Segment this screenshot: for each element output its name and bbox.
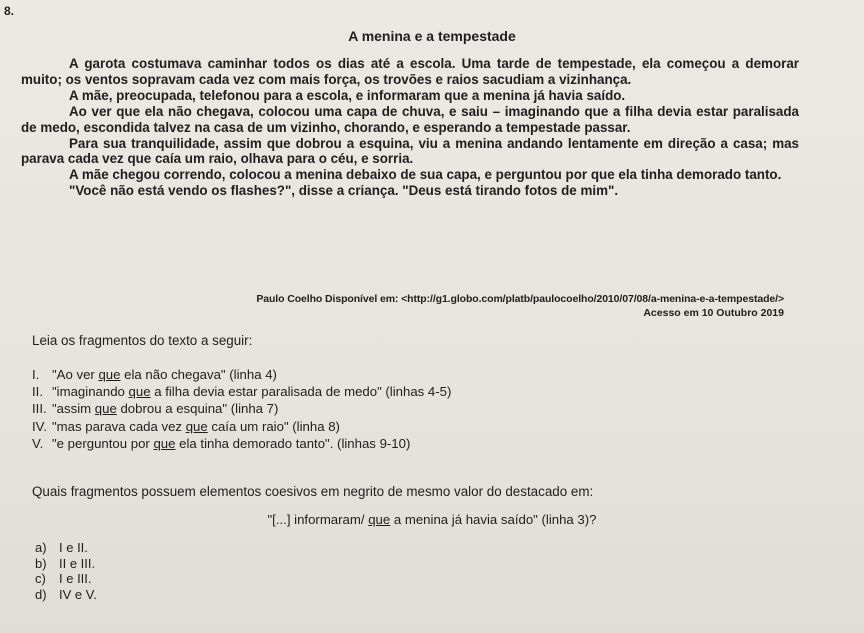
answer-options — [35, 540, 97, 602]
fragment-roman: IV. — [32, 418, 47, 434]
option-b[interactable] — [35, 556, 97, 572]
option-a[interactable] — [35, 540, 97, 556]
option-letter: c) — [35, 571, 46, 587]
story-text — [21, 56, 799, 199]
story-paragraph-2: A mãe, preocupada, telefonou para a escola, e informaram que a menina já havia saído. — [69, 87, 626, 103]
option-letter: a) — [35, 540, 47, 555]
source-citation: Paulo Coelho Disponível em: <http://g1.globo.com/platb/paulocoelho/2010/07/08/a-menina-e-a-tempestade/> — [256, 293, 784, 305]
fragment-text: "Ao ver que ela não chegava" (linha 4) — [52, 367, 277, 382]
underlined-que: que — [185, 418, 208, 434]
fragment-roman: V. — [32, 435, 44, 451]
fragment-text: "imaginando que a filha devia estar paralisada de medo" (linhas 4-5) — [52, 384, 452, 400]
instruction-text: Leia os fragmentos do texto a seguir: — [32, 333, 253, 348]
fragment-list — [32, 366, 451, 452]
fragment-text: "mas parava cada vez que caía um raio" (linha 8) — [52, 418, 340, 434]
option-text: I e II. — [59, 540, 88, 555]
option-letter: b) — [35, 555, 47, 571]
underlined-que: que — [368, 512, 391, 527]
underlined-que: que — [153, 435, 176, 451]
story-paragraph-3: Ao ver que ela não chegava, colocou uma capa de chuva, e saiu – imaginando que a filha devia estar paralisada de medo, escondida talvez na casa de um vizinho, chorando, e esperando a tempestade passar. — [21, 103, 799, 135]
story-paragraph-1: A garota costumava caminhar todos os dias até a escola. Uma tarde de tempestade, ela começou a demorar muito; os ventos sopravam cada vez com mais força, os trovões e raios sacudiam a vizinhança. — [21, 56, 799, 87]
story-paragraph-5: A mãe chegou correndo, colocou a menina debaixo de sua capa, e perguntou por que ela tinha demorado tanto. — [69, 167, 782, 183]
story-paragraph-4: Para sua tranquilidade, assim que dobrou a esquina, viu a menina andando lentamente em direção a casa; mas parava cada vez que caía um raio, olhava para o céu, e sorria. — [21, 135, 799, 167]
reference-fragment: "[...] informaram/ que a menina já havia saído" (linha 3)? — [267, 512, 597, 527]
option-text: I e III. — [59, 571, 92, 587]
fragment-roman: I. — [32, 367, 40, 382]
underlined-que: que — [94, 401, 117, 417]
option-d[interactable] — [35, 587, 97, 603]
fragment-item — [32, 400, 451, 417]
question-number: 8. — [4, 4, 15, 18]
fragment-item — [32, 383, 451, 400]
fragment-roman: III. — [32, 401, 47, 417]
fragment-text: "e perguntou por que ela tinha demorado tanto". (linhas 9-10) — [52, 435, 411, 451]
option-c[interactable] — [35, 571, 97, 587]
fragment-roman: II. — [32, 384, 43, 400]
option-letter: d) — [35, 586, 47, 602]
underlined-que: que — [128, 384, 151, 400]
fragment-item — [32, 418, 451, 435]
fragment-item — [32, 435, 451, 452]
question-text: Quais fragmentos possuem elementos coesivos em negrito de mesmo valor do destacado em: — [32, 484, 594, 499]
text-title: A menina e a tempestade — [348, 28, 516, 44]
underlined-que: que — [98, 367, 121, 382]
story-paragraph-6: "Você não está vendo os flashes?", disse a criança. "Deus está tirando fotos de mim". — [69, 183, 619, 199]
fragment-text: "assim que dobrou a esquina" (linha 7) — [52, 401, 279, 417]
fragment-item — [32, 366, 451, 383]
option-text: IV e V. — [59, 586, 97, 602]
access-date: Acesso em 10 Outubro 2019 — [643, 307, 784, 319]
option-text: II e III. — [59, 555, 96, 571]
